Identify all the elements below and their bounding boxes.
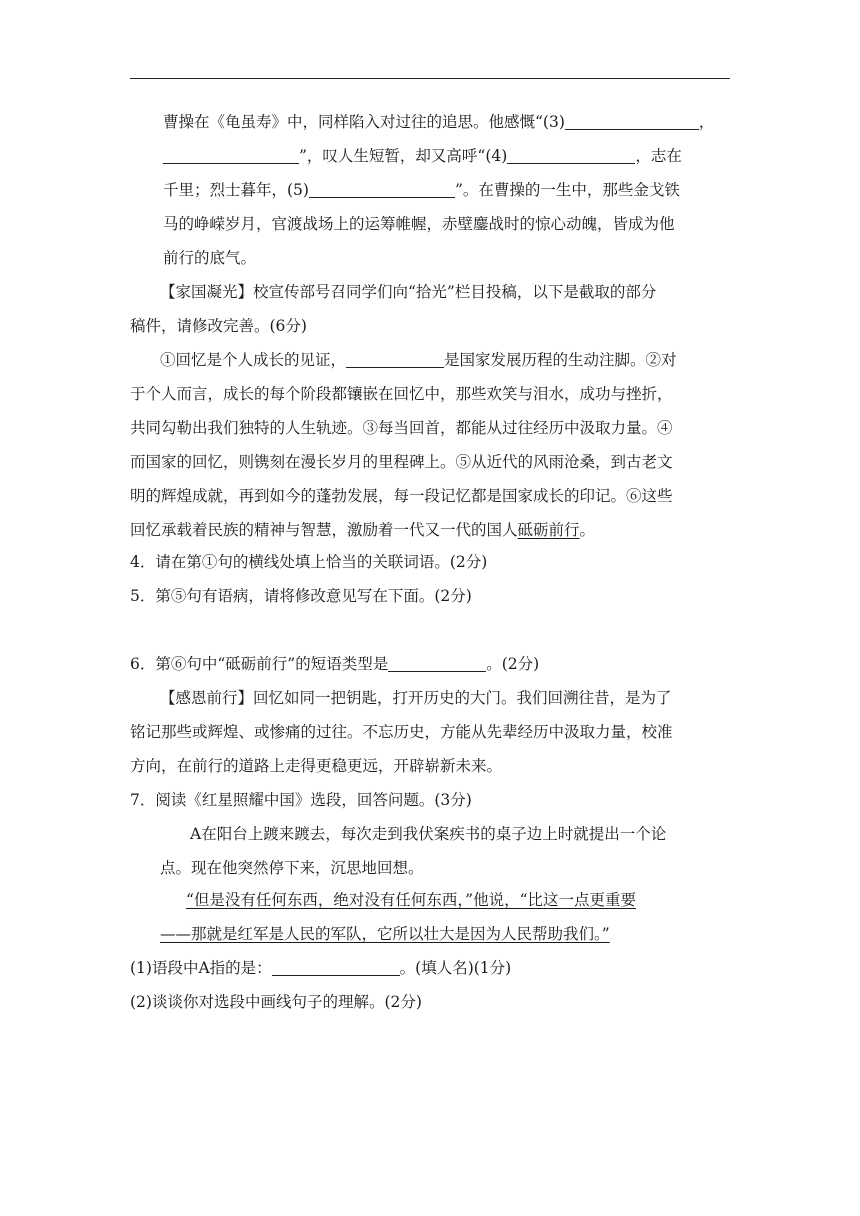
draft-line-1 bbox=[160, 350, 677, 370]
section-jiaguo-line-1: 【家国凝光】校宣传部号召同学们向“拾光”栏目投稿，以下是截取的部分 bbox=[160, 283, 657, 301]
poem-text: 曹操在《龟虽寿》中，同样陷入对过往的追思。他感慨“(3) bbox=[163, 113, 565, 131]
draft-line-4: 而国家的回忆，则镌刻在漫长岁月的里程碑上。⑤从近代的风雨沧桑，到古老文 bbox=[130, 453, 673, 471]
draft-text: 。 bbox=[579, 521, 596, 539]
underlined-phrase: 砥砺前行 bbox=[517, 521, 580, 539]
excerpt-line-1: A在阳台上踱来踱去，每次走到我伏案疾书的桌子边上时就提出一个论 bbox=[190, 825, 667, 843]
question-7-title: 7．阅读《红星照耀中国》选段，回答问题。(3分) bbox=[130, 791, 472, 809]
answer-blank-phrase-type[interactable] bbox=[388, 655, 486, 672]
section-jiaguo-line-2: 稿件，请修改完善。(6分) bbox=[130, 317, 307, 335]
poem-text: 千里；烈士暮年，(5) bbox=[163, 181, 309, 199]
poem-text: ”，叹人生短暂，却又高呼“(4) bbox=[299, 147, 508, 165]
question-text: (1)语段中A指的是： bbox=[130, 959, 272, 977]
question-7-sub-1 bbox=[130, 958, 511, 978]
answer-blank-3b[interactable] bbox=[163, 147, 299, 164]
question-text: 6．第⑥句中“砥砺前行”的短语类型是 bbox=[130, 655, 389, 673]
poem-line-2 bbox=[163, 146, 682, 166]
poem-line-4: 马的峥嵘岁月，官渡战场上的运筹帷幄，赤壁鏖战时的惊心动魄，皆成为他 bbox=[163, 215, 675, 233]
draft-line-6 bbox=[130, 520, 595, 540]
header-rule bbox=[130, 78, 730, 79]
draft-line-3: 共同勾勒出我们独特的人生轨迹。③每当回首，都能从过往经历中汲取力量。④ bbox=[130, 419, 673, 437]
answer-blank-4[interactable] bbox=[507, 147, 635, 164]
excerpt-line-2: 点。现在他突然停下来，沉思地回想。 bbox=[160, 859, 424, 877]
poem-text: ，志在 bbox=[635, 147, 682, 165]
answer-blank-5[interactable] bbox=[309, 181, 455, 198]
draft-line-5: 明的辉煌成就，再到如今的蓬勃发展，每一段记忆都是国家成长的印记。⑥这些 bbox=[130, 487, 673, 505]
section-ganen-line-1: 【感恩前行】回忆如同一把钥匙，打开历史的大门。我们回溯往昔，是为了 bbox=[160, 689, 672, 707]
excerpt-underlined-line-1: “但是没有任何东西，绝对没有任何东西，”他说，“比这一点更重要 bbox=[186, 891, 637, 909]
excerpt-underlined-line-2: ——那就是红军是人民的军队，它所以壮大是因为人民帮助我们。” bbox=[160, 925, 610, 943]
question-text: 。(填人名)(1分) bbox=[399, 959, 512, 977]
poem-line-3 bbox=[163, 180, 680, 200]
question-4: 4．请在第①句的横线处填上恰当的关联词语。(2分) bbox=[130, 553, 488, 571]
question-7-sub-2: (2)谈谈你对选段中画线句子的理解。(2分) bbox=[130, 993, 422, 1011]
poem-line-5: 前行的底气。 bbox=[163, 249, 257, 267]
poem-text: ， bbox=[698, 113, 715, 131]
section-ganen-line-2: 铭记那些或辉煌、或惨痛的过往。不忘历史，方能从先辈经历中汲取力量，校准 bbox=[130, 723, 673, 741]
answer-blank-3a[interactable] bbox=[565, 113, 699, 130]
poem-line-1 bbox=[163, 112, 714, 132]
question-text: 。(2分) bbox=[486, 655, 540, 673]
draft-text: ①回忆是个人成长的见证， bbox=[160, 351, 347, 369]
poem-text: ”。在曹操的一生中，那些金戈铁 bbox=[454, 181, 680, 199]
draft-text: 回忆承载着民族的精神与智慧，激励着一代又一代的国人 bbox=[130, 521, 518, 539]
section-ganen-line-3: 方向，在前行的道路上走得更稳更远，开辟崭新未来。 bbox=[130, 757, 503, 775]
question-5: 5．第⑤句有语病，请将修改意见写在下面。(2分) bbox=[130, 587, 472, 605]
draft-line-2: 于个人而言，成长的每个阶段都镶嵌在回忆中，那些欢笑与泪水，成功与挫折， bbox=[130, 385, 673, 403]
answer-blank-person-name[interactable] bbox=[272, 959, 400, 976]
answer-blank-conjunction[interactable] bbox=[346, 351, 444, 368]
draft-text: 是国家发展历程的生动注脚。②对 bbox=[444, 351, 677, 369]
question-6 bbox=[130, 654, 539, 674]
